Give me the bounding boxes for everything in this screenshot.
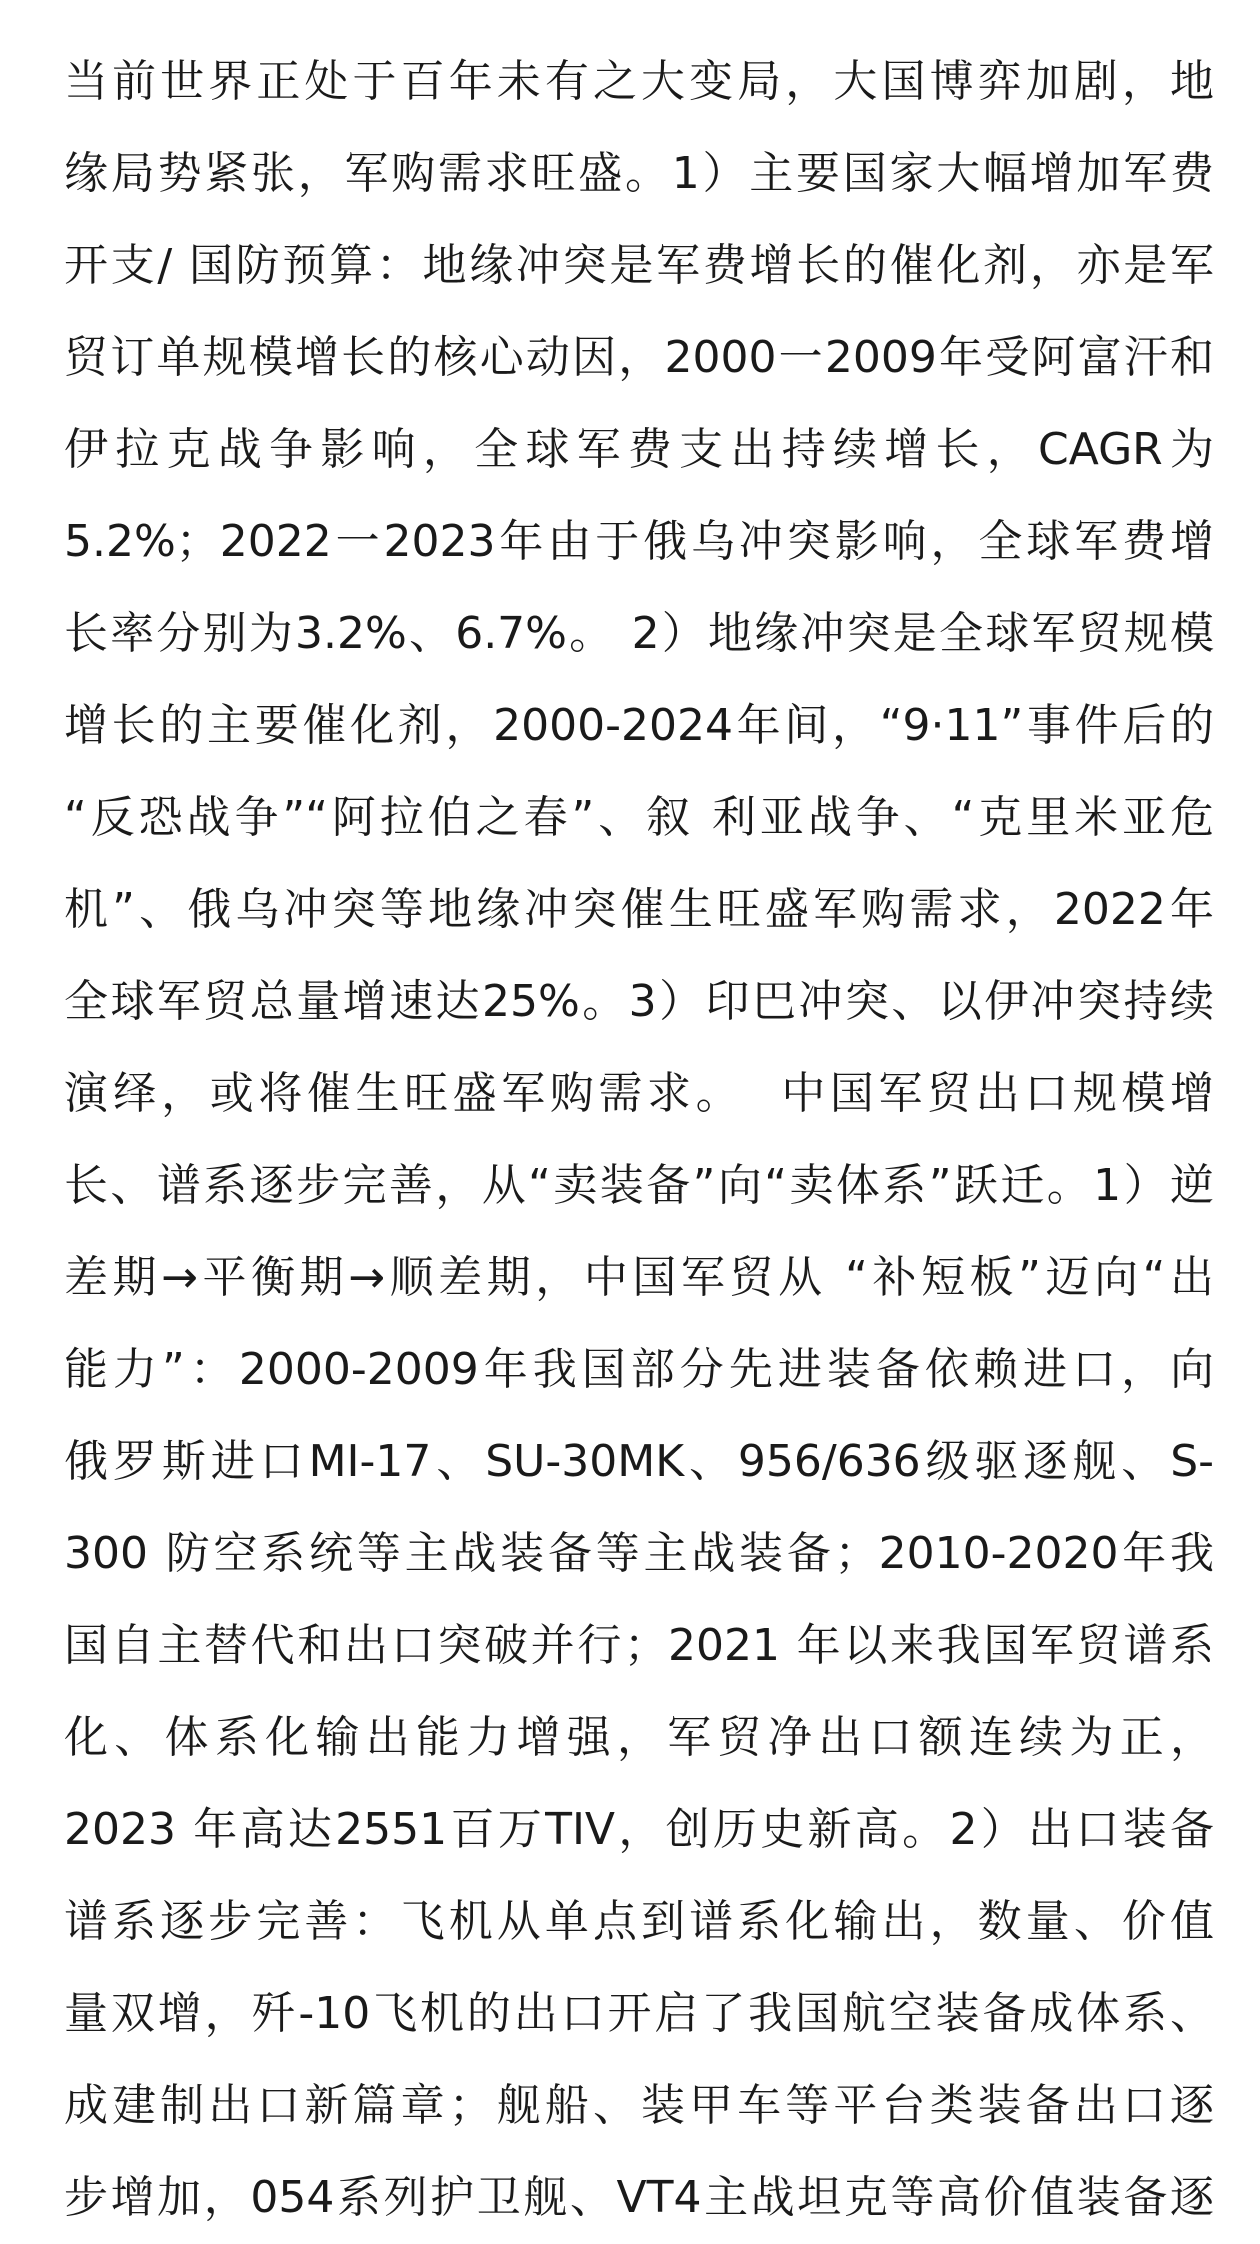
text-line: 全球军贸总量增速达25%。3）印巴冲突、以伊冲突持续 bbox=[64, 976, 1214, 1027]
text-line: 成建制出口新篇章；舰船、装甲车等平台类装备出口逐 bbox=[64, 2080, 1214, 2131]
text-line: 贸订单规模增长的核心动因，2000一2009年受阿富汗和 bbox=[64, 332, 1214, 383]
text-line: 开支/ 国防预算：地缘冲突是军费增长的催化剂，亦是军 bbox=[64, 240, 1214, 291]
text-line: 差期→平衡期→顺差期，中国军贸从 “补短板”迈向“出 bbox=[64, 1252, 1214, 1303]
text-line: 伊拉克战争影响，全球军费支出持续增长，CAGR为 bbox=[64, 424, 1214, 475]
text-line: 300 防空系统等主战装备等主战装备；2010-2020年我 bbox=[64, 1528, 1214, 1579]
text-line: 当前世界正处于百年未有之大变局，大国博弈加剧，地 bbox=[64, 56, 1214, 107]
text-line: 增长的主要催化剂，2000-2024年间，“9·11”事件后的 bbox=[64, 700, 1214, 751]
text-line: 长率分别为3.2%、6.7%。 2）地缘冲突是全球军贸规模 bbox=[64, 608, 1214, 659]
text-line: 缘局势紧张，军购需求旺盛。1）主要国家大幅增加军费 bbox=[64, 148, 1214, 199]
text-line: 俄罗斯进口MI-17、SU-30MK、956/636级驱逐舰、S- bbox=[64, 1436, 1214, 1487]
text-line: 谱系逐步完善：飞机从单点到谱系化输出，数量、价值 bbox=[64, 1896, 1214, 1947]
text-line: 量双增，歼-10飞机的出口开启了我国航空装备成体系、 bbox=[64, 1988, 1214, 2039]
article-body bbox=[64, 36, 1214, 2244]
text-line: 演绎，或将催生旺盛军购需求。 中国军贸出口规模增 bbox=[64, 1068, 1214, 1119]
text-line: “反恐战争”“阿拉伯之春”、叙 利亚战争、“克里米亚危 bbox=[64, 792, 1214, 843]
text-line: 化、体系化输出能力增强，军贸净出口额连续为正， bbox=[64, 1712, 1214, 1763]
text-line: 5.2%；2022一2023年由于俄乌冲突影响，全球军费增 bbox=[64, 516, 1214, 567]
text-line: 2023 年高达2551百万TIV，创历史新高。2）出口装备 bbox=[64, 1804, 1214, 1855]
text-line: 步增加，054系列护卫舰、VT4主战坦克等高价值装备逐 bbox=[64, 2172, 1214, 2223]
text-line: 长、谱系逐步完善，从“卖装备”向“卖体系”跃迁。1）逆 bbox=[64, 1160, 1214, 1211]
text-line: 国自主替代和出口突破并行；2021 年以来我国军贸谱系 bbox=[64, 1620, 1214, 1671]
text-line: 机”、俄乌冲突等地缘冲突催生旺盛军购需求，2022年 bbox=[64, 884, 1214, 935]
text-line: 能力”：2000-2009年我国部分先进装备依赖进口，向 bbox=[64, 1344, 1214, 1395]
